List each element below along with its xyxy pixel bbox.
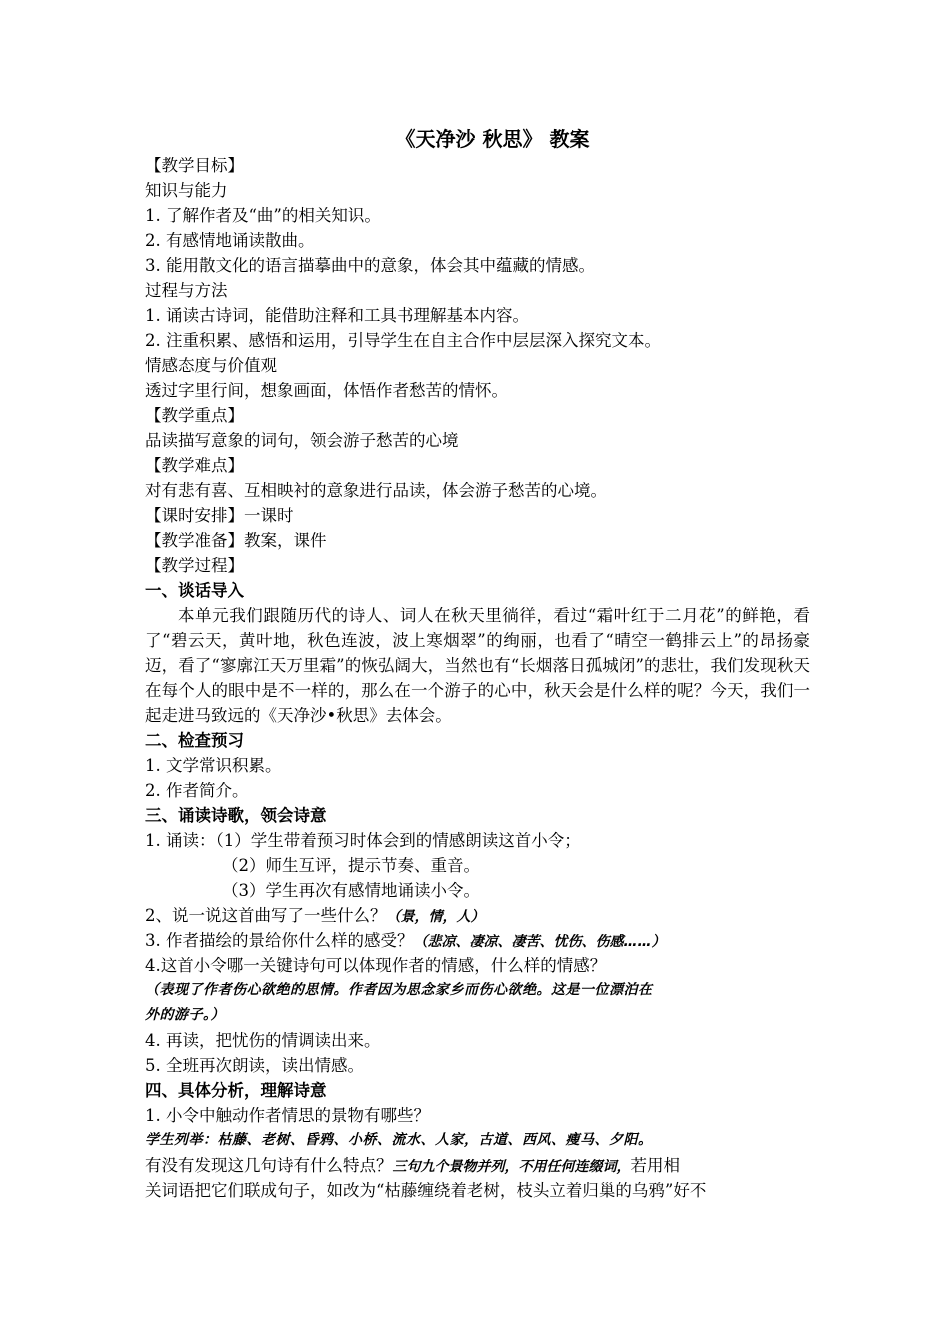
document-title: 《天净沙 秋思》 教案 xyxy=(395,127,590,151)
preparation-line: 【教学准备】教案，课件 xyxy=(145,531,327,550)
section-3-item-3-question: 3. 作者描绘的景给你什么样的感受？ xyxy=(145,931,414,950)
section-3-item-2-answer: （景，情，人） xyxy=(386,909,485,925)
section-4-item-2 xyxy=(145,1153,810,1178)
section-3-item-1c: （3）学生再次有感情地诵读小令。 xyxy=(222,881,480,900)
difficulty-text: 对有悲有喜、互相映衬的意象进行品读，体会游子愁苦的心境。 xyxy=(145,481,607,500)
section-4-item-2-question: 有没有发现这几句诗有什么特点？ xyxy=(145,1156,393,1175)
section-4-item-1-answer: 学生列举：枯藤、老树、昏鸦、小桥、流水、人家，古道、西风、瘦马、夕阳。 xyxy=(145,1132,653,1148)
process-item-2: 2. 注重积累、感悟和运用，引导学生在自主合作中层层深入探究文本。 xyxy=(145,331,661,350)
section-3-item-4-answer-2: 外的游子。） xyxy=(145,1007,225,1023)
key-points-text: 品读描写意象的词句，领会游子愁苦的心境 xyxy=(145,431,459,450)
section-1-heading: 一、谈话导入 xyxy=(145,581,244,600)
section-3-item-4-answer-1: （表现了作者伤心欲绝的思情。作者因为思念家乡而伤心欲绝。这是一位漂泊在 xyxy=(145,982,653,998)
section-3-item-2 xyxy=(145,903,810,928)
knowledge-heading: 知识与能力 xyxy=(145,181,228,200)
document-page xyxy=(145,125,810,1203)
section-2-item-2: 2. 作者简介。 xyxy=(145,781,249,800)
section-4-item-3: 关词语把它们联成句子，如改为“枯藤缠绕着老树，枝头立着归巢的乌鸦”好不 xyxy=(145,1181,707,1200)
section-3-item-3-answer: （悲凉、凄凉、凄苦、忧伤、伤感……） xyxy=(413,934,666,950)
section-3-item-1b: （2）师生互评，提示节奏、重音。 xyxy=(222,856,480,875)
difficulty-heading: 【教学难点】 xyxy=(145,456,244,475)
section-3-item-5: 4. 再读，把忧伤的情调读出来。 xyxy=(145,1031,381,1050)
emotion-item-1: 透过字里行间，想象画面，体悟作者愁苦的情怀。 xyxy=(145,381,508,400)
section-3-item-2-question: 2、说一说这首曲写了一些什么？ xyxy=(145,906,387,925)
process-item-1: 1. 诵读古诗词，能借助注释和工具书理解基本内容。 xyxy=(145,306,529,325)
emotion-heading: 情感态度与价值观 xyxy=(145,356,277,375)
section-3-item-6: 5. 全班再次朗读，读出情感。 xyxy=(145,1056,364,1075)
knowledge-item-2: 2. 有感情地诵读散曲。 xyxy=(145,231,315,250)
section-4-item-1: 1. 小令中触动作者情思的景物有哪些？ xyxy=(145,1106,430,1125)
section-3-item-3 xyxy=(145,928,810,953)
knowledge-item-1: 1. 了解作者及“曲”的相关知识。 xyxy=(145,206,381,225)
process-method-heading: 过程与方法 xyxy=(145,281,228,300)
schedule-line: 【课时安排】一课时 xyxy=(145,506,294,525)
section-4-item-2-answer: 三句九个景物并列，不用任何连缀词， xyxy=(392,1159,631,1175)
teaching-process-heading: 【教学过程】 xyxy=(145,556,244,575)
objectives-heading: 【教学目标】 xyxy=(145,156,244,175)
section-2-item-1: 1. 文学常识积累。 xyxy=(145,756,282,775)
key-points-heading: 【教学重点】 xyxy=(145,406,244,425)
section-3-heading: 三、诵读诗歌，领会诗意 xyxy=(145,806,327,825)
section-2-heading: 二、检查预习 xyxy=(145,731,244,750)
section-3-item-1: 1. 诵读：（1）学生带着预习时体会到的情感朗读这首小令； xyxy=(145,831,581,850)
section-4-item-2-tail: 若用相 xyxy=(630,1156,680,1175)
section-3-item-4: 4.这首小令哪一关键诗句可以体现作者的情感，什么样的情感？ xyxy=(145,956,607,975)
knowledge-item-3: 3. 能用散文化的语言描摹曲中的意象，体会其中蕴藏的情感。 xyxy=(145,256,595,275)
section-4-heading: 四、具体分析，理解诗意 xyxy=(145,1081,327,1100)
section-1-paragraph: 本单元我们跟随历代的诗人、词人在秋天里徜徉，看过“霜叶红于二月花”的鲜艳，看了“碧云天，黄叶地，秋色连波，波上寒烟翠”的绚丽，也看了“晴空一鹤排云上”的昂扬豪迈，看了“寥廓江天万里霜”的恢弘阔大，当然也有“长烟落日孤城闭”的悲壮，我们发现秋天在每个人的眼中是不一样的，那么在一个游子的心中，秋天会是什么样的呢？今天，我们一起走进马致远的《天净沙•秋思》去体会。 xyxy=(145,606,810,725)
